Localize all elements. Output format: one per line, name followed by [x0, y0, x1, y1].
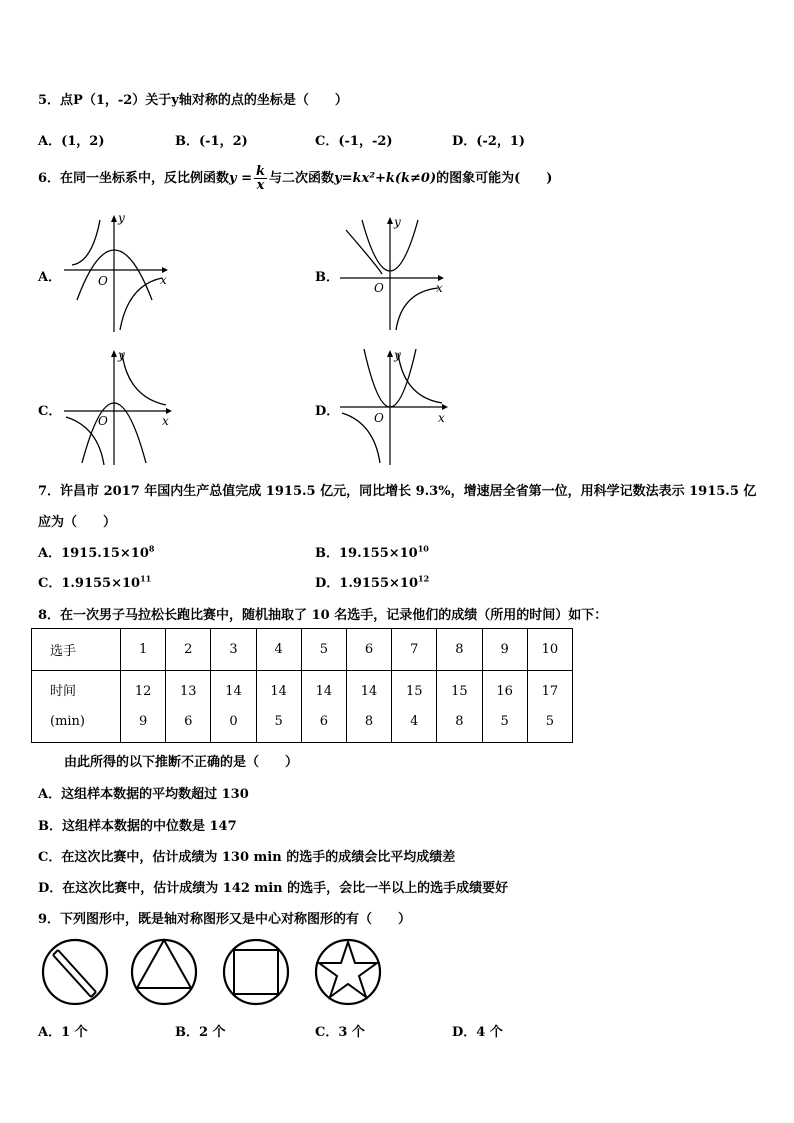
q9-stem: 9．下列图形中，既是轴对称图形又是中心对称图形的有（ ） [38, 912, 412, 927]
q5-stem: 5．点P（1，-2）关于y轴对称的点的坐标是（ ） [38, 93, 348, 108]
table-cell-time: 14 8 [346, 671, 391, 743]
q6-formula: y=kx²+k(k≠0) [334, 171, 437, 186]
q7-option-b: B．$19.155\times 10^{10}$ [315, 543, 429, 561]
graph-b-x-label: x [436, 281, 443, 295]
figure-circle-slash [43, 940, 107, 1004]
table-cell-player: 8 [437, 629, 482, 671]
q7-option-a: A．$1915.15\times 10^8$ [38, 543, 155, 561]
q6-label-d: D． [315, 404, 340, 419]
q6-fraction: $\frac{k}{x}$ [256, 164, 266, 193]
table-cell-time: 14 0 [211, 671, 256, 743]
q8-option-c: C．在这次比赛中，估计成绩为 130 min 的选手的成绩会比平均成绩差 [38, 850, 456, 865]
graph-d [338, 345, 458, 467]
figure-circle-star [316, 940, 380, 1004]
graph-c [62, 345, 180, 467]
table-cell-player: 6 [346, 629, 391, 671]
table-cell-player: 7 [392, 629, 437, 671]
table-cell-time: 14 5 [256, 671, 301, 743]
graph-d-origin: O [374, 411, 384, 425]
q6-label-c: C． [38, 404, 62, 419]
q6-stem: 6．在同一坐标系中，反比例函数y = $\frac{k}{x}$ 与二次函数y=kx²+k(k≠0)的图象可能为( ) [38, 164, 553, 193]
q5-option-a: A．(1，2) [38, 134, 105, 149]
q6-frac-lhs: y = [229, 171, 253, 186]
graph-d-y-label: y [394, 348, 401, 362]
q7-stem-line2: 应为（ ） [38, 515, 117, 530]
q9-option-d: D．4 个 [452, 1025, 503, 1040]
graph-d-x-label: x [438, 411, 445, 425]
figure-circle-square [224, 940, 288, 1004]
q5-option-c: C．(-1，-2) [315, 134, 393, 149]
q9-option-a: A．1 个 [38, 1025, 88, 1040]
table-cell-time: 15 8 [437, 671, 482, 743]
graph-a-x-label: x [160, 273, 167, 287]
graph-c-x-label: x [162, 414, 169, 428]
table-cell-time: 17 5 [527, 671, 572, 743]
q7-stem-line1: 7．许昌市 2017 年国内生产总值完成 1915.5 亿元，同比增长 9.3%，增速居全省第一位，用科学记数法表示 1915.5 亿 [38, 484, 757, 499]
q8-option-b: B．这组样本数据的中位数是 147 [38, 819, 237, 834]
table-row-times [32, 671, 573, 743]
graph-b [338, 212, 448, 334]
table-cell-player: 2 [166, 629, 211, 671]
graph-a-y-label: y [118, 211, 125, 225]
table-cell-player: 5 [301, 629, 346, 671]
q9-option-c: C．3 个 [315, 1025, 365, 1040]
table-row-players [32, 629, 573, 671]
table-cell-player: 3 [211, 629, 256, 671]
q7-option-d: D．$1.9155\times 10^{12}$ [315, 573, 430, 591]
q5-option-d: D．(-2，1) [452, 134, 526, 149]
q9-figures [38, 936, 384, 1008]
q8-followup: 由此所得的以下推断不正确的是（ ） [64, 755, 299, 770]
graph-a-origin: O [98, 274, 108, 288]
table-header-time: 时间 (min) [32, 671, 121, 743]
q8-score-table [31, 628, 573, 743]
table-cell-time: 12 9 [121, 671, 166, 743]
table-cell-time: 15 4 [392, 671, 437, 743]
table-cell-time: 16 5 [482, 671, 527, 743]
graph-a [62, 210, 172, 335]
q8-stem: 8．在一次男子马拉松长跑比赛中，随机抽取了 10 名选手，记录他们的成绩（所用的时间）如下： [38, 608, 608, 623]
figure-circle-triangle [132, 940, 196, 1004]
q9-option-b: B．2 个 [175, 1025, 226, 1040]
q6-label-a: A． [38, 270, 62, 285]
table-cell-time: 13 6 [166, 671, 211, 743]
table-cell-time: 14 6 [301, 671, 346, 743]
graph-b-y-label: y [394, 215, 401, 229]
table-header-player: 选手 [32, 629, 121, 671]
graph-b-origin: O [374, 281, 384, 295]
graph-c-y-label: y [118, 348, 125, 362]
table-cell-player: 9 [482, 629, 527, 671]
q8-option-a: A．这组样本数据的平均数超过 130 [38, 787, 249, 802]
graph-c-origin: O [98, 414, 108, 428]
table-cell-player: 1 [121, 629, 166, 671]
table-cell-player: 4 [256, 629, 301, 671]
q8-option-d: D．在这次比赛中，估计成绩为 142 min 的选手，会比一半以上的选手成绩要好 [38, 881, 509, 896]
q6-label-b: B． [315, 270, 339, 285]
q7-option-c: C．$1.9155\times 10^{11}$ [38, 573, 152, 591]
q5-option-b: B．(-1，2) [175, 134, 248, 149]
table-cell-player: 10 [527, 629, 572, 671]
